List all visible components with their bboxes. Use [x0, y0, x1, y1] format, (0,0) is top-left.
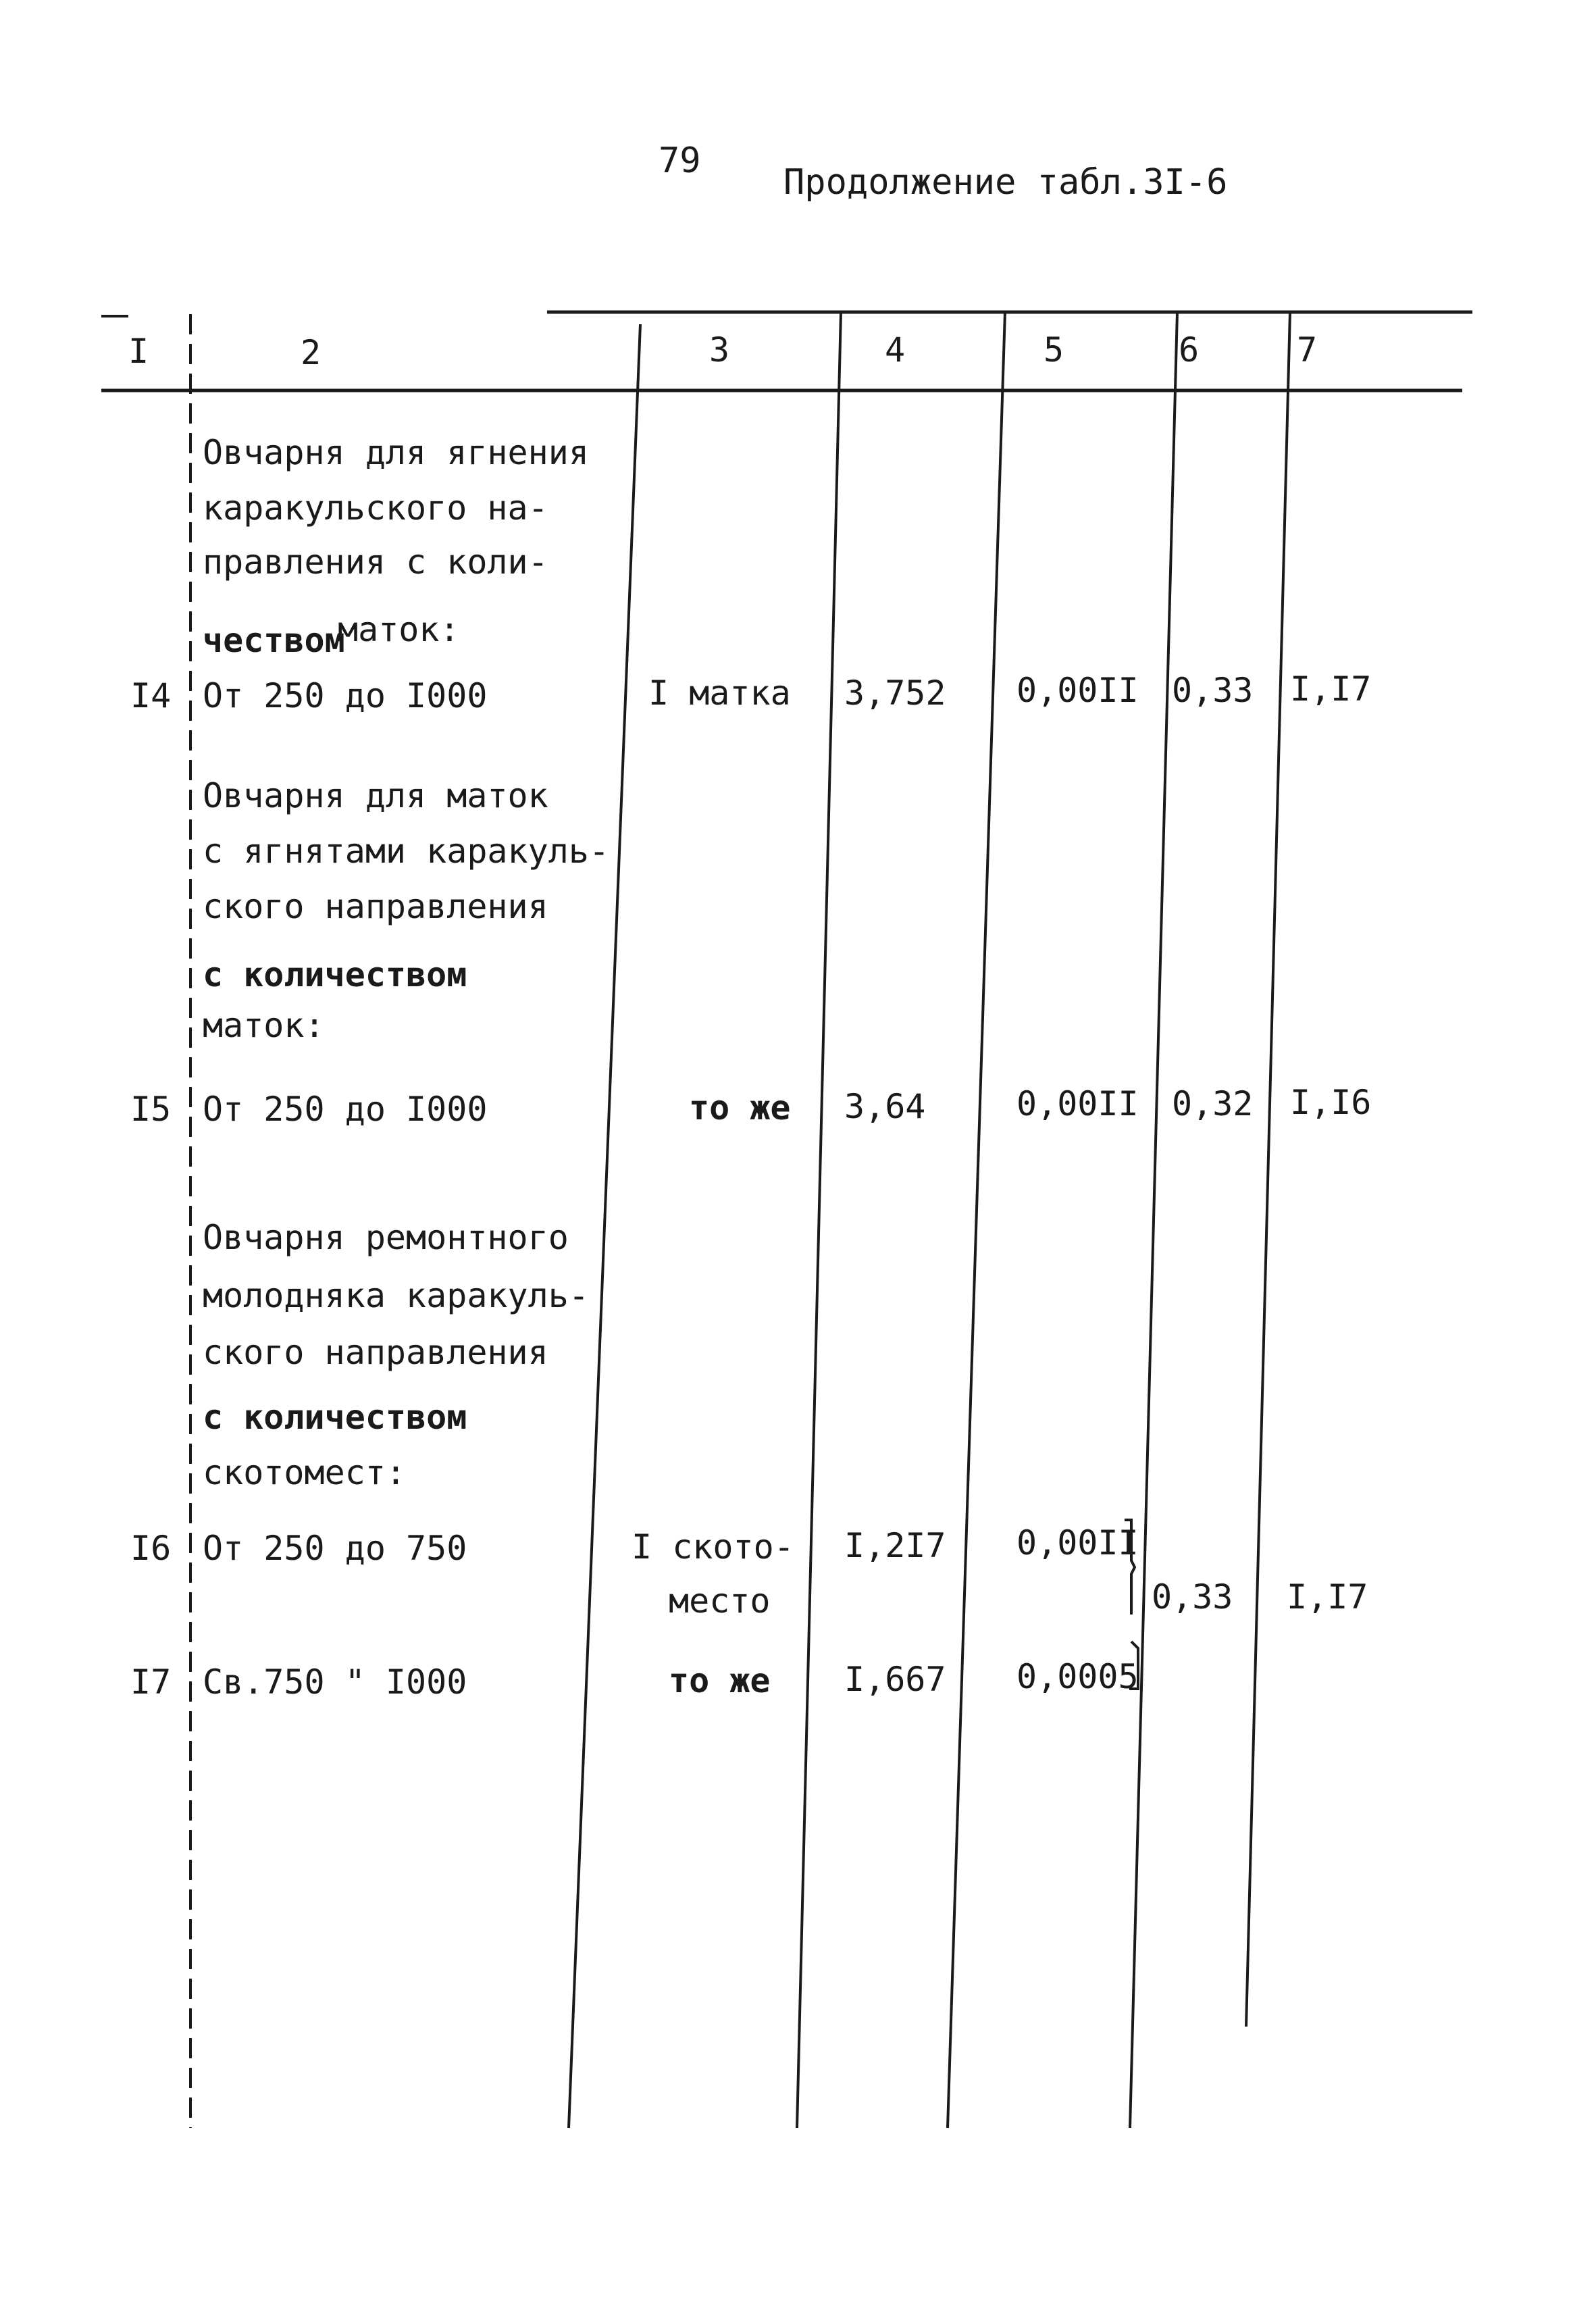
section-heading-line: Овчарня ремонтного: [203, 1218, 569, 1257]
row-col7: I,I6: [1290, 1083, 1372, 1122]
column-header-3: 3: [709, 330, 730, 370]
column-header-6: 6: [1179, 330, 1200, 370]
row-description: От 250 до 750: [203, 1529, 467, 1568]
shared-col7: I,I7: [1287, 1577, 1368, 1617]
row-description: Св.750 " I000: [203, 1662, 467, 1702]
shared-col6: 0,33: [1152, 1577, 1233, 1617]
section-heading-line: с количеством: [203, 955, 467, 994]
row-unit: то же: [689, 1088, 791, 1127]
row-col4: I,667: [844, 1660, 946, 1699]
section-heading-line: чеством: [203, 621, 345, 660]
section-heading-line: ского направления: [203, 887, 548, 926]
column-header-2: 2: [301, 333, 321, 372]
row-number: I7: [130, 1662, 172, 1702]
section-heading-line: ского направления: [203, 1333, 548, 1372]
row-unit-line2: место: [669, 1581, 771, 1621]
page-number: 79: [659, 141, 701, 181]
section-heading-line: молодняка каракуль-: [203, 1276, 589, 1315]
row-number: I4: [130, 676, 172, 715]
row-col4: 3,64: [844, 1087, 926, 1126]
section-heading-line: Овчарня для ягнения: [203, 433, 589, 472]
section-heading-line: скотомест:: [203, 1453, 407, 1492]
column-header-5: 5: [1044, 330, 1064, 370]
row-col5: 0,0005: [1016, 1657, 1139, 1696]
row-unit: то же: [669, 1661, 771, 1700]
row-unit-line1: I ското-: [632, 1527, 794, 1567]
section-heading-line: правления с коли-: [203, 542, 548, 582]
row-number: I5: [130, 1090, 172, 1129]
column-header-1: I: [128, 332, 149, 371]
section-heading-line: Овчарня для маток: [203, 776, 548, 815]
row-col5: 0,00II: [1016, 671, 1139, 710]
section-heading-line: с количеством: [203, 1398, 467, 1437]
row-col7: I,I7: [1290, 669, 1372, 709]
row-col5: 0,00II: [1016, 1523, 1139, 1562]
row-col4: I,2I7: [844, 1526, 946, 1565]
continuation-title: Продолжение табл.3I-6: [783, 162, 1228, 203]
column-header-7: 7: [1297, 330, 1318, 370]
section-heading-line: маток:: [338, 610, 460, 649]
row-col6: 0,33: [1172, 671, 1254, 710]
row-description: От 250 до I000: [203, 676, 488, 715]
row-col5: 0,00II: [1016, 1084, 1139, 1123]
row-col4: 3,752: [844, 673, 946, 713]
row-description: От 250 до I000: [203, 1090, 488, 1129]
row-unit: I матка: [648, 673, 791, 713]
section-heading-line: с ягнятами каракуль-: [203, 832, 610, 871]
section-heading-line: каракульского на-: [203, 488, 548, 528]
section-heading-line: маток:: [203, 1006, 325, 1045]
row-col6: 0,32: [1172, 1084, 1254, 1123]
column-header-4: 4: [885, 330, 906, 370]
row-number: I6: [130, 1529, 172, 1568]
